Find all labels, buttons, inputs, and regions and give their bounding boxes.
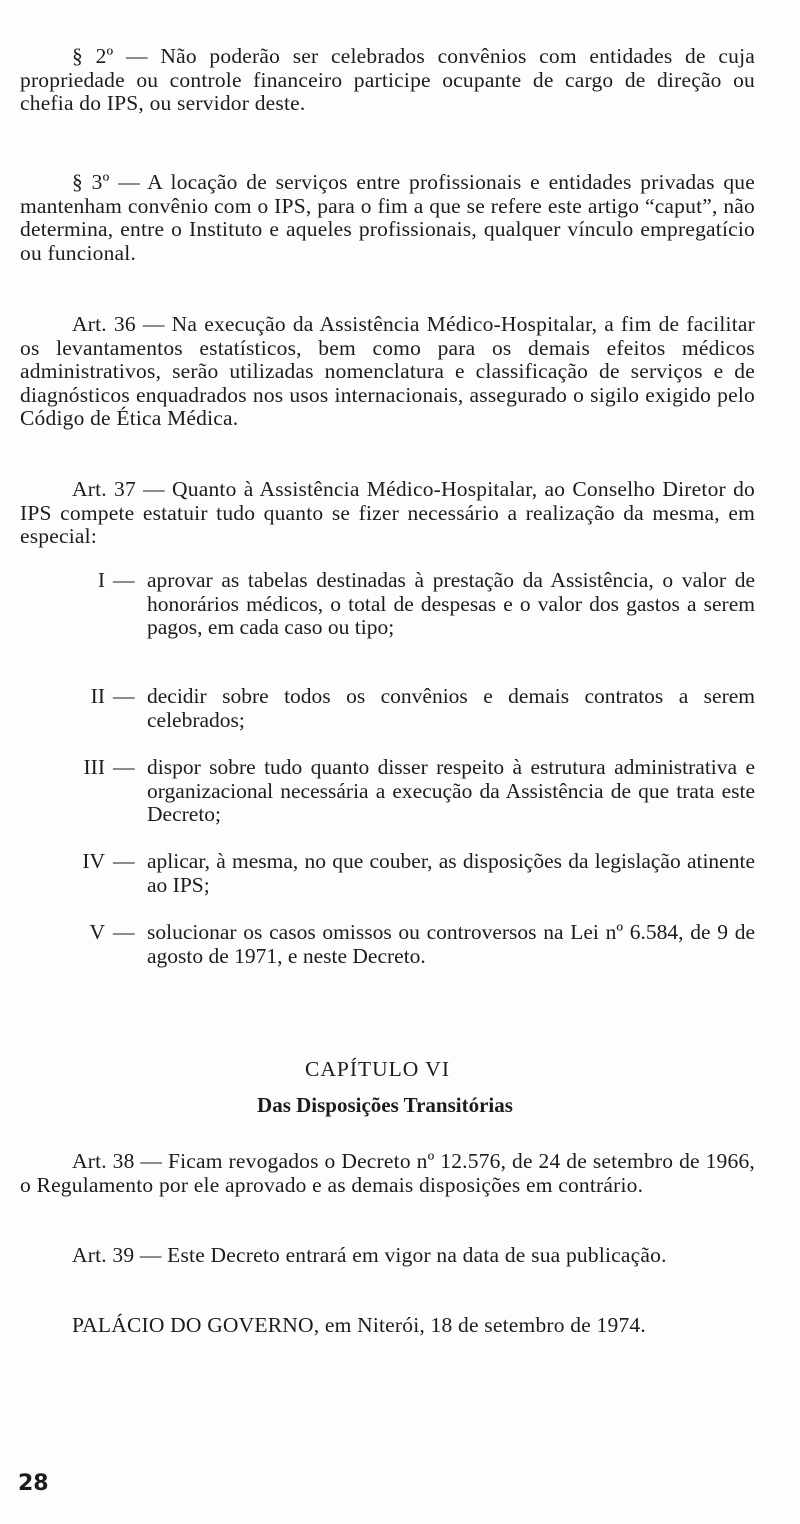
list-item-dash: — <box>113 568 135 592</box>
paragraph-article-36: Art. 36 — Na execução da Assistência Médico-Hospitalar, a fim de facilitar os levantamentos estatísticos, bem como para os demais efeitos médicos administrativos, serão utilizadas nomenclatura e classificação de serviços e de diagnósticos enquadrados nos usos internacionais, assegurado o sigilo exigido pelo Código de Ética Médica. <box>20 312 755 430</box>
list-item-number: II <box>90 684 105 708</box>
paragraph-section-3: § 3º — A locação de serviços entre profissionais e entidades privadas que mantenham convênio com o IPS, para o fim a que se refere este artigo “caput”, não determina, entre o Instituto e aqueles profissionais, qualquer vínculo empregatício ou funcional. <box>20 170 755 265</box>
list-item-dash: — <box>113 849 135 873</box>
list-item-number: I <box>97 568 105 592</box>
list-item-number: V <box>89 920 105 944</box>
list-item-text: dispor sobre tudo quanto disser respeito à estrutura administrativa e organizacional necessária a execução da Assistência de que trata este Decreto; <box>147 755 755 826</box>
closing-signature-line: PALÁCIO DO GOVERNO, em Niterói, 18 de setembro de 1974. <box>72 1313 646 1337</box>
list-item-text: decidir sobre todos os convênios e demais contratos a serem celebrados; <box>147 684 755 732</box>
list-item-dash: — <box>113 920 135 944</box>
list-item-dash: — <box>113 755 135 779</box>
paragraph-section-2: § 2º — Não poderão ser celebrados convênios com entidades de cuja propriedade ou controle financeiro participe ocupante de cargo de direção ou chefia do IPS, ou servidor deste. <box>20 44 755 115</box>
chapter-subtitle: Das Disposições Transitórias <box>257 1093 513 1117</box>
list-item-dash: — <box>113 684 135 708</box>
paragraph-article-37: Art. 37 — Quanto à Assistência Médico-Hospitalar, ao Conselho Diretor do IPS compete estatuir tudo quanto se fizer necessário a realização da mesma, em especial: <box>20 477 755 548</box>
list-item-text: aplicar, à mesma, no que couber, as disposições da legislação atinente ao IPS; <box>147 849 755 897</box>
paragraph-article-38: Art. 38 — Ficam revogados o Decreto nº 12.576, de 24 de setembro de 1966, o Regulamento por ele aprovado e as demais disposições em contrário. <box>20 1149 755 1197</box>
list-item-number: IV <box>82 849 105 873</box>
list-item-number: III <box>83 755 105 779</box>
list-item-text: solucionar os casos omissos ou controversos na Lei nº 6.584, de 9 de agosto de 1971, e neste Decreto. <box>147 920 755 968</box>
list-item-text: aprovar as tabelas destinadas à prestação da Assistência, o valor de honorários médicos, o total de despesas e o valor dos gastos a serem pagos, em cada caso ou tipo; <box>147 568 755 639</box>
paragraph-article-39: Art. 39 — Este Decreto entrará em vigor na data de sua publicação. <box>72 1243 667 1267</box>
page-number: 28 <box>18 1471 49 1496</box>
chapter-title: CAPÍTULO VI <box>305 1057 450 1081</box>
